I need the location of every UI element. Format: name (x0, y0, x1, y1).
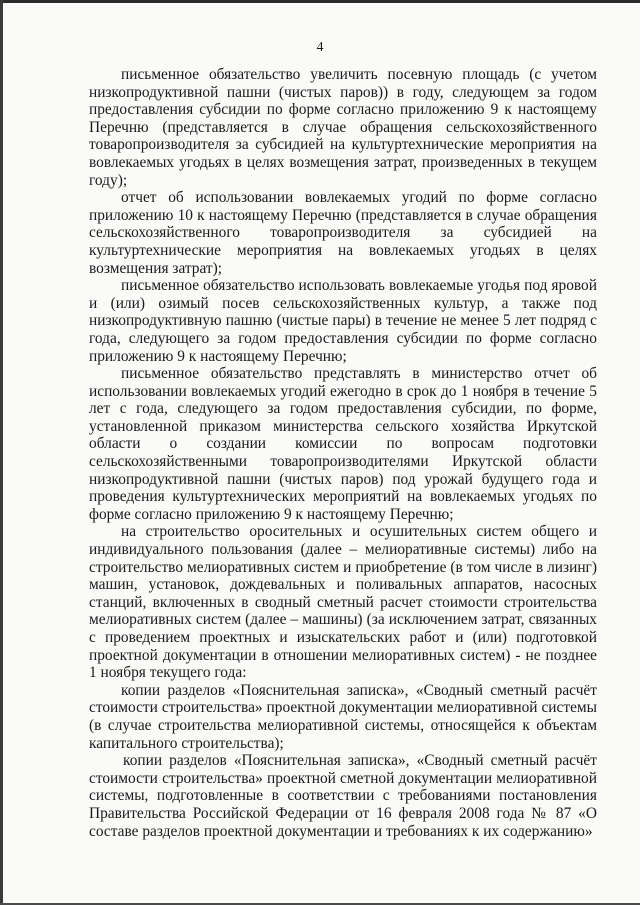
paragraph-6: копии разделов «Пояснительная записка», «Сводный сметный расчёт стоимости строительства» проектной документации мелиоративной системы (в случае строительства мелиоративной системы, относящейся к объектам капитального строительства); (89, 681, 597, 752)
paragraph-5: на строительство оросительных и осушительных систем общего и индивидуального пользования (далее – мелиоративные системы) либо на строительство мелиоративных систем и приобретение (в том числе в лизинг) машин, установок, дождевальных и поливальных аппаратов, насосных станций, включенных в сводный сметный расчет стоимости строительства мелиоративных систем (далее – машины) (за исключением затрат, связанных с проведением проектных и изыскательских работ и (или) подготовкой проектной документации в отношении мелиоративных систем) - не позднее 1 ноября текущего года: (89, 523, 597, 682)
page-number: 4 (316, 40, 324, 55)
paragraph-7: копии разделов «Пояснительная записка», «Сводный сметный расчёт стоимости строительства» проектной сметной документации мелиоративной системы, подготовленные в соответствии с требованиями постановления Правительства Российской Федерации от 16 февраля 2008 года № 87 «О составе разделов проектной документации и требованиях к их содержанию» (89, 752, 597, 840)
paragraph-3: письменное обязательство использовать вовлекаемые угодья под яровой и (или) озимый посев сельскохозяйственных культур, а также под низкопродуктивную пашню (чистые пары) в течение не менее 5 лет подряд с года, следующего за годом предоставления субсидии по форме согласно приложению 9 к настоящему Перечню; (89, 277, 597, 365)
paragraph-2: отчет об использовании вовлекаемых угодий по форме согласно приложению 10 к настоящему Перечню (представляется в случае обращения сельскохозяйственного товаропроизводителя за субсидией на культуртехнические мероприятия на вовлекаемых угодьях в целях возмещения затрат); (89, 189, 597, 277)
paragraph-1: письменное обязательство увеличить посевную площадь (с учетом низкопродуктивной пашни (чистых паров)) в году, следующем за годом предоставления субсидии по форме согласно приложению 9 к настоящему Перечню (представляется в случае обращения сельскохозяйственного товаропроизводителя за субсидией на культуртехнические мероприятия на вовлекаемых угодьях в целях возмещения затрат, произведенных в текущем году); (89, 66, 597, 189)
scan-edge-top (0, 0, 640, 3)
document-body (89, 66, 597, 840)
scan-edge-left (0, 0, 3, 905)
paragraph-4: письменное обязательство представлять в министерство отчет об использовании вовлекаемых угодий ежегодно в срок до 1 ноября в течение 5 лет с года, следующего за годом предоставления субсидии, по форме, установленной приказом министерства сельского хозяйства Иркутской области о создании комиссии по вопросам подготовки сельскохозяйственными товаропроизводителями Иркутской области низкопродуктивной пашни (чистых паров) под урожай будущего года и проведения культуртехнических мероприятий на вовлекаемых угодьях по форме согласно приложению 9 к настоящему Перечню; (89, 365, 597, 523)
